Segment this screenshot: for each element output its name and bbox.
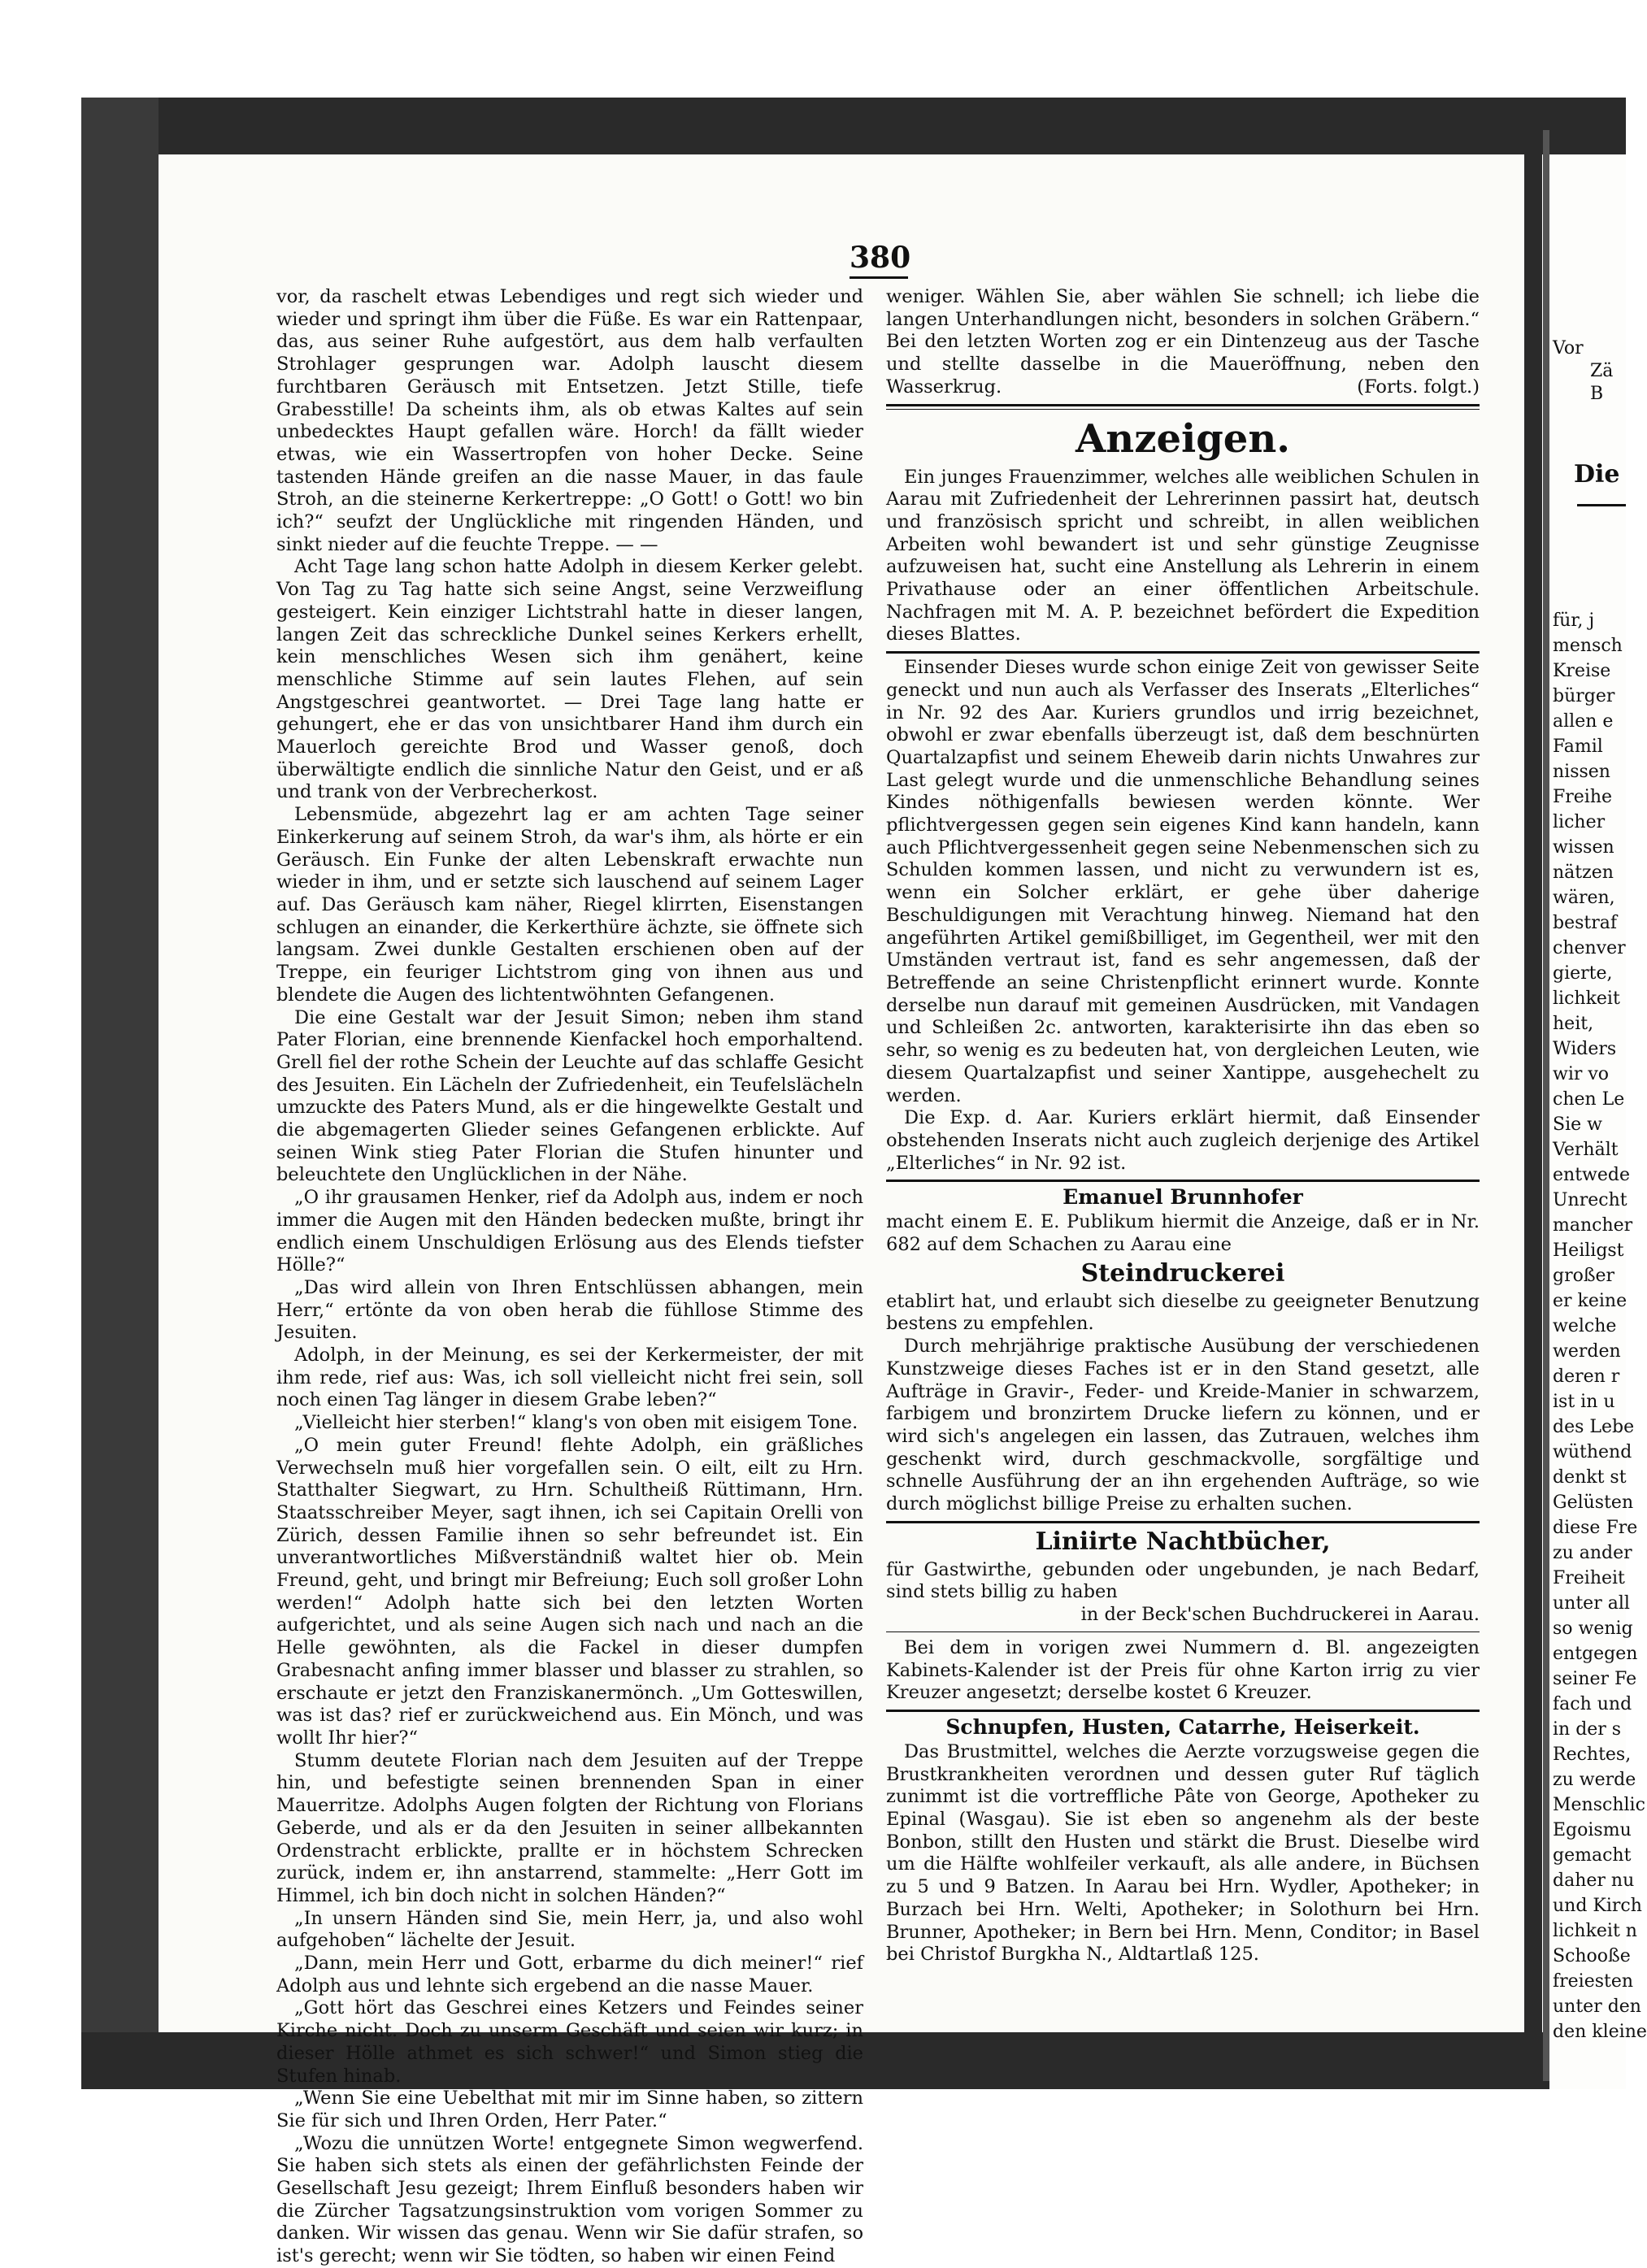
left-column	[276, 286, 863, 2268]
strip-rule	[1577, 504, 1626, 506]
strip-line: er keine	[1553, 1291, 1627, 1311]
strip-line: gierte,	[1553, 963, 1613, 984]
ad-frauenzimmer: Ein junges Frauenzimmer, welches alle weiblichen Schulen in Aarau mit Zufriedenheit der Lehrerinnen passirt hat, deutsch und französisch spricht und schreibt, in allen weiblichen Arbeiten wohl bewandert ist und sehr günstige Zeugnisse aufzuweisen hat, sucht eine Anstellung als Lehrerin in einem Privathause oder an einer öffentlichen Arbeitschule. Nachfragen mit M. A. P. bezeichnet befördert die Expedition dieses Blattes.	[886, 466, 1480, 645]
strip-line: mancher	[1553, 1215, 1633, 1236]
strip-line: wir vo	[1553, 1064, 1610, 1084]
strip-line: Kreise	[1553, 661, 1611, 681]
ad-divider	[886, 651, 1480, 654]
strip-line: licher	[1553, 812, 1606, 832]
strip-line: und Kirch	[1553, 1896, 1642, 1916]
strip-line: lichkeit	[1553, 988, 1620, 1009]
anzeigen-heading: Anzeigen.	[1076, 415, 1290, 462]
brunnhofer-text-2: Durch mehrjährige praktische Ausübung der verschiedenen Kunstzweige dieses Faches ist er in den Stand gesetzt, alle Aufträge in Gravir-, Feder- und Kreide-Manier in schwarzem, farbigem und bronzirtem Drucke liefern zu können, und er wird sich's angelegen ein lassen, das Zutrauen, welches ihm geschenkt wird, durch geschmackvolle, sorgfältige und schnelle Ausführung der an ihn ergehenden Aufträge, so wie durch möglichst billige Preise zu erhalten suchen.	[886, 1336, 1480, 1515]
story-paragraph: „Das wird allein von Ihren Entschlüssen abhangen, mein Herr,“ ertönte da von oben herab die fühllose Stimme des Jesuiten.	[276, 1276, 863, 1344]
strip-line: in der s	[1553, 1719, 1622, 1740]
strip-line: fach und	[1553, 1694, 1632, 1714]
strip-line: den kleine	[1553, 2022, 1647, 2042]
strip-line: Freihe	[1553, 787, 1613, 807]
scan-gutter-edge	[1543, 130, 1549, 2081]
ad-divider	[886, 1521, 1480, 1523]
strip-line: nissen	[1553, 762, 1610, 782]
strip-line: des Lebe	[1553, 1417, 1635, 1437]
strip-line: Widers	[1553, 1039, 1617, 1059]
story-paragraph: Acht Tage lang schon hatte Adolph in diesem Kerker gelebt. Von Tag zu Tag hatte sich seine Angst, seine Verzweiflung gesteigert. Kein einziger Lichtstrahl hatte in dieser langen, langen Zeit das schreckliche Dunkel seines Kerkers erhellt, kein menschliches Wesen sich ihm genähert, keine menschliche Stimme auf sein lautes Flehen, auf sein Angstgeschrei geantwortet. — Drei Tage lang hatte er gehungert, ehe er das von unsichtbarer Hand ihm durch ein Mauerloch gereichte Brod und Wasser genoß, doch überwältigte endlich die sinnliche Natur den Geist, und er aß und trank von der Verbrecherkost.	[276, 556, 863, 803]
strip-line: Heiligst	[1553, 1240, 1624, 1261]
strip-line: Rechtes,	[1553, 1744, 1632, 1765]
schnupfen-heading: Schnupfen, Husten, Catarrhe, Heiserkeit.	[945, 1714, 1420, 1739]
page-number: 380	[850, 241, 911, 275]
strip-line: Sie w	[1553, 1114, 1602, 1135]
steindruckerei-heading: Steindruckerei	[1080, 1258, 1285, 1288]
strip-line: denkt st	[1553, 1467, 1627, 1488]
strip-line: bestraf	[1553, 913, 1618, 933]
strip-line: Gelüsten	[1553, 1492, 1634, 1513]
strip-line: deren r	[1553, 1366, 1620, 1387]
nachtbuecher-place: in der Beck'schen Buchdruckerei in Aarau.	[1080, 1604, 1480, 1626]
strip-line: gemacht	[1553, 1845, 1632, 1866]
story-paragraph: „Wozu die unnützen Worte! entgegnete Simon wegwerfend. Sie haben sich stets als einen der gefährlichsten Feinde der Gesellschaft Jesu gezeigt; Ihrem Einfluß besonders haben wir die Zürcher Tagsatzungsinstruktion vom vorigen Sommer zu danken. Wir wissen das genau. Wenn wir Sie dafür strafen, so ist's gerecht; wenn wir Sie tödten, so haben wir einen Feind	[276, 2132, 863, 2267]
right-column	[886, 286, 1480, 1966]
strip-line: ist in u	[1553, 1392, 1615, 1412]
kalender-notice: Bei dem in vorigen zwei Nummern d. Bl. angezeigten Kabinets-Kalender ist der Preis für ohne Karton irrig zu vier Kreuzer angesetzt; derselbe kostet 6 Kreuzer.	[886, 1636, 1480, 1704]
strip-line: Famil	[1553, 736, 1603, 757]
strip-top-line: Vor	[1553, 338, 1584, 358]
strip-line: daher nu	[1553, 1870, 1635, 1891]
story-paragraph: Adolph, in der Meinung, es sei der Kerkermeister, der mit ihm rede, rief aus: Was, ich soll vielleicht nicht frei sein, soll noch einen Tag länger in diesem Grabe leben?“	[276, 1345, 863, 1411]
strip-line: heit,	[1553, 1014, 1594, 1034]
strip-line: entwede	[1553, 1165, 1630, 1185]
story-paragraph: Stumm deutete Florian nach dem Jesuiten auf der Treppe hin, und befestigte seinen brennenden Span in einer Mauerritze. Adolphs Augen folgten der Richtung von Florians Geberde, und als er da den Jesuiten in seiner allbekannten Ordenstracht erblickte, prallte er in höchstem Schrecken zurück, indem er, ihn anstarrend, stammelte: „Herr Gott im Himmel, ich bin doch nicht in solchen Händen?“	[276, 1749, 863, 1906]
strip-line: wissen	[1553, 837, 1614, 858]
scan-gutter	[1524, 98, 1542, 2089]
brunnhofer-intro: macht einem E. E. Publikum hiermit die Anzeige, daß er in Nr. 682 auf dem Schachen zu Aarau eine	[886, 1211, 1480, 1256]
page-number-rule	[850, 276, 908, 279]
section-divider	[886, 404, 1480, 410]
strip-line: chenver	[1553, 938, 1626, 958]
story-paragraph: „O mein guter Freund! flehte Adolph, ein gräßliches Verwechseln muß hier vorgefallen sein. O eilt, eilt zu Hrn. Statthalter Siegwart, zu Hrn. Schultheiß Rüttimann, Hrn. Staatsschreiber Meyer, sagt ihnen, ich sei Capitain Orelli von Zürich, dessen Familie ihnen so sehr befreundet ist. Ein unverantwortliches Mißverständniß waltet hier ob. Mein Freund, geht, und bringt mir Befreiung; Euch soll großer Lohn werden!“ Adolph hatte sich bei den letzten Worten aufgerichtet, und als seine Augen sich nach und nach an die Helle gewöhnten, als die Fackel in dieser dumpfen Grabesnacht anfing immer blasser und blasser zu strahlen, so erschaute er jetzt den Franziskanermönch. „Um Gotteswillen, was ist das? rief er zurückweichend aus. Ein Mönch, und was wollt Ihr hier?“	[276, 1434, 863, 1749]
strip-line: Freiheit	[1553, 1568, 1625, 1588]
strip-line: unter den	[1553, 1996, 1641, 2017]
strip-line: großer	[1553, 1266, 1615, 1286]
story-paragraph: „Vielleicht hier sterben!“ klang's von oben mit eisigem Tone.	[294, 1412, 858, 1434]
strip-line: zu ander	[1553, 1543, 1632, 1563]
story-continuation-text: weniger. Wählen Sie, aber wählen Sie schnell; ich liebe die langen Unterhandlungen nicht, besonders in solchen Gräbern.“ Bei den letzten Worten zog er ein Dintenzeug aus der Tasche und stellte dasselbe in die Maueröffnung, neben den Wasserkrug.	[886, 286, 1480, 398]
ad-einsender: Einsender Dieses wurde schon einige Zeit von gewisser Seite geneckt und nun auch als Verfasser des Inserats „Elterliches“ in Nr. 92 des Aar. Kuriers grundlos und irrig bezeichnet, obwohl er zwar ebenfalls überzeugt ist, daß dem beschnürten Quartalzapfist und seinem Eheweib darin nichts Unwahres zur Last gelegt wurde und die unmenschliche Behandlung seines Kindes nöthigenfalls bewiesen werden könnte. Wer pflichtvergessen gegen sein eigenes Kind kann handeln, kann auch Pflichtvergessenheit gegen seine Nebenmenschen sich zu Schulden kommen lassen, und nicht zu verwundern ist es, wenn ein Solcher erklärt, er gehe über daherige Beschuldigungen mit Verachtung hinweg. Niemand hat den angeführten Artikel gemißbilliget, im Gegentheil, wer mit den Umständen vertraut ist, fand es sehr angemessen, daß der Betreffende an seine Christenpflicht erinnert wurde. Konnte derselbe nun darauf mit gemeinen Ausdrücken, mit Vandagen und Schleißen 2c. antworten, karakterisirte ihn das eben so sehr, so wenig es zu bedeuten hat, von dergleichen Leuten, wie diesem Quartalzapfist und seiner Xantippe, ausgehechelt zu werden.	[886, 657, 1480, 1106]
brunnhofer-text: etablirt hat, und erlaubt sich dieselbe zu geeigneter Benutzung bestens zu empfehlen.	[886, 1290, 1480, 1335]
story-paragraph: „Gott hört das Geschrei eines Ketzers und Feindes seiner Kirche nicht. Doch zu unserm Geschäft und seien wir kurz; in dieser Hölle athmet es sich schwer!“ und Simon stieg die Stufen hinab.	[276, 1997, 863, 2087]
strip-line: seiner Fe	[1553, 1669, 1637, 1689]
strip-line: lichkeit n	[1553, 1921, 1637, 1941]
story-continuation	[886, 286, 1480, 399]
strip-line: Unrecht	[1553, 1190, 1627, 1210]
strip-heading: Die	[1574, 460, 1620, 489]
ad-divider	[886, 1180, 1480, 1182]
story-paragraph: „Wenn Sie eine Uebelthat mit mir im Sinne haben, so zittern Sie für sich und Ihren Orden, Herr Pater.“	[276, 2088, 863, 2131]
scan-border-top	[81, 98, 1626, 154]
strip-line: Menschlic	[1553, 1795, 1645, 1815]
strip-line: Egoismu	[1553, 1820, 1632, 1840]
story-paragraph: „O ihr grausamen Henker, rief da Adolph aus, indem er noch immer die Augen mit den Händen bedecken mußte, bringt ihr endlich einem Unschuldigen Erlösung aus des Elends tiefster Hölle?“	[276, 1187, 863, 1276]
story-paragraph: „Dann, mein Herr und Gott, erbarme du dich meiner!“ rief Adolph aus und lehnte sich ergebend an die nasse Mauer.	[276, 1953, 863, 1996]
schnupfen-text: Das Brustmittel, welches die Aerzte vorzugsweise gegen die Brustkrankheiten verordnen und dessen guter Ruf täglich zunimmt ist die vortreffliche Pâte von George, Apotheker zu Epinal (Wasgau). Sie ist eben so angenehm als der beste Bonbon, stillt den Husten und stärkt die Brust. Dieselbe wird um die Hälfte wohlfeiler verkauft, als alle andere, in Büchsen zu 5 und 9 Batzen. In Aarau bei Hrn. Wydler, Apotheker; in Burzach bei Hrn. Welti, Apotheker; in Solothurn bei Hrn. Brunner, Apotheker; in Bern bei Hrn. Menn, Conditor; in Basel bei Christof Burgkha N., Aldtartlaß 125.	[886, 1740, 1480, 1966]
strip-line: entgegen	[1553, 1644, 1638, 1664]
story-paragraph: Lebensmüde, abgezehrt lag er am achten Tage seiner Einkerkerung auf seinem Stroh, da war's ihm, als hörte er ein Geräusch. Ein Funke der alten Lebenskraft erwachte nun wieder in ihm, und er setzte sich lauschend auf seinem Lager auf. Das Geräusch kam näher, Riegel klirrten, Eisenstangen schlugen an einander, die Kerkerthüre ächzte, sie öffnete sich langsam. Zwei dunkle Gestalten erschienen oben auf der Treppe, ein feuriger Lichtstrom ging von ihnen aus und blendete die Augen des lichtentwöhnten Gefangenen.	[276, 804, 863, 1006]
strip-line: freiesten	[1553, 1971, 1634, 1992]
ad-einsender-note: Die Exp. d. Aar. Kuriers erklärt hiermit, daß Einsender obstehenden Inserats nicht auch zugleich derjenige des Artikel „Elterliches“ in Nr. 92 ist.	[886, 1107, 1480, 1174]
story-paragraph: Die eine Gestalt war der Jesuit Simon; neben ihm stand Pater Florian, eine brennende Kienfackel hoch emporhaltend. Grell fiel der rothe Schein der Leuchte auf das schlaffe Gesicht des Jesuiten. Ein Lächeln der Zufriedenheit, ein Teufelslächeln umzuckte des Paters Mund, als er die hingewelkte Gestalt und die abgemagerten Glieder seines Gefangenen erblickte. Auf seinen Wink stieg Pater Florian die Stufen hinunter und beleuchtete den Unglücklichen in der Nähe.	[276, 1006, 863, 1186]
strip-line: für, j	[1553, 610, 1595, 631]
strip-line: welche	[1553, 1316, 1617, 1336]
story-paragraph: „In unsern Händen sind Sie, mein Herr, ja, und also wohl aufgehoben“ lächelte der Jesuit.	[276, 1907, 863, 1952]
strip-top-line: Zä	[1590, 361, 1614, 381]
brunnhofer-name: Emanuel Brunnhofer	[1063, 1185, 1303, 1210]
scan-border-left	[81, 98, 159, 2065]
strip-line: so wenig	[1553, 1618, 1633, 1639]
fortsetzung-note: (Forts. folgt.)	[1357, 376, 1480, 398]
story-paragraph: vor, da raschelt etwas Lebendiges und regt sich wieder und wieder und springt ihm über die Füße. Es war ein Rattenpaar, das, aus seiner Ruhe aufgestört, aus dem halb verfaulten Strohlager gesprungen war. Adolph lauscht diesem furchtbaren Geräusch mit Entsetzen. Jetzt Stille, tiefe Grabesstille! Da scheints ihm, als ob etwas Kaltes auf sein unbedecktes Haupt gefallen wäre. Horch! da fällt wieder etwas, wie ein Wassertropfen von hoher Decke. Seine tastenden Hände greifen an die nasse Mauer, in das faule Stroh, an die steinerne Kerkertreppe: „O Gott! o Gott! wo bin ich?“ seufzt der Unglückliche mit ringenden Händen, und sinkt nieder auf die feuchte Treppe. — —	[276, 286, 863, 555]
strip-line: Schooße	[1553, 1946, 1631, 1966]
strip-line: mensch	[1553, 636, 1623, 656]
strip-line: chen Le	[1553, 1089, 1625, 1110]
strip-line: nätzen	[1553, 862, 1614, 883]
strip-line: wüthend	[1553, 1442, 1632, 1462]
strip-line: unter all	[1553, 1593, 1630, 1614]
strip-line: wären,	[1553, 888, 1615, 908]
adjacent-page-strip	[1549, 154, 1647, 2089]
strip-line: diese Fre	[1553, 1518, 1638, 1538]
nachtbuecher-text: für Gastwirthe, gebunden oder ungebunden, je nach Bedarf, sind stets billig zu haben	[886, 1558, 1480, 1603]
strip-top-line: B	[1590, 384, 1604, 404]
strip-line: bürger	[1553, 686, 1615, 706]
strip-line: Verhält	[1553, 1140, 1619, 1160]
ad-divider	[886, 1710, 1480, 1712]
nachtbuecher-heading: Liniirte Nachtbücher,	[1035, 1527, 1331, 1556]
strip-line: zu werde	[1553, 1770, 1636, 1790]
strip-line: allen e	[1553, 711, 1614, 732]
strip-line: werden	[1553, 1341, 1621, 1362]
ad-divider-thin	[886, 1631, 1480, 1632]
